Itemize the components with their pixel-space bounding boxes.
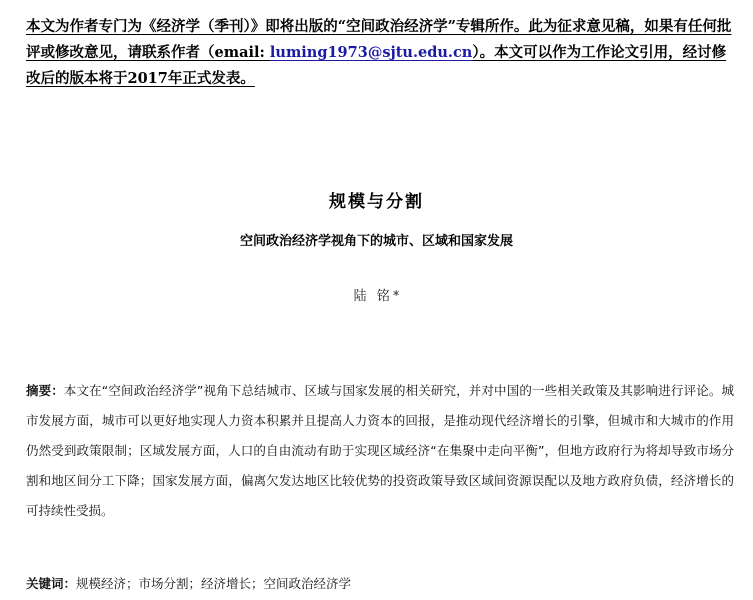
abstract-text: 本文在“空间政治经济学”视角下总结城市、区域与国家发展的相关研究，并对中国的一些相关政策及其影响进行评论。城市发展方面，城市可以更好地实现人力资本积累并且提高人力资本的回报，是推动现代经济增长的引擎，但城市和大城市的作用仍然受到政策限制；区域发展方面，人口的自由流动有助于实现区域经济“在集聚中走向平衡”，但地方政府行为将却导致市场分割和地区间分工下降；国家发展方面，偏离欠发达地区比较优势的投资政策导致区域间资源误配以及地方政府负债，经济增长的可持续性受损。 [26,383,734,518]
paper-subtitle: 空间政治经济学视角下的城市、区域和国家发展 [239,234,513,249]
abstract [26,376,734,526]
notice-text-after: ）。本文可以作为工作论文引用，经讨修改后的版本将于2017年正式发表。 [26,44,727,87]
abstract-label: 摘要： [26,383,64,398]
author-footnote-mark[interactable]: * [392,289,400,304]
keywords-text: 规模经济；市场分割；经济增长；空间政治经济学 [76,576,352,591]
author-line [0,287,753,307]
author-notice [26,14,738,92]
keywords-label: 关键词： [26,576,77,591]
author-email-link[interactable]: luming1973@sjtu.edu.cn [269,44,473,61]
notice-text-before: 本文为作者专门为《经济学（季刊）》即将出版的“空间政治经济学”专辑所作。此为征求意见稿，如果有任何批评或修改意见，请联系作者（email: [26,18,732,61]
keywords [26,573,734,595]
paper-title: 规模与分割 [329,192,424,212]
author-name: 陆 铭 [353,289,393,304]
